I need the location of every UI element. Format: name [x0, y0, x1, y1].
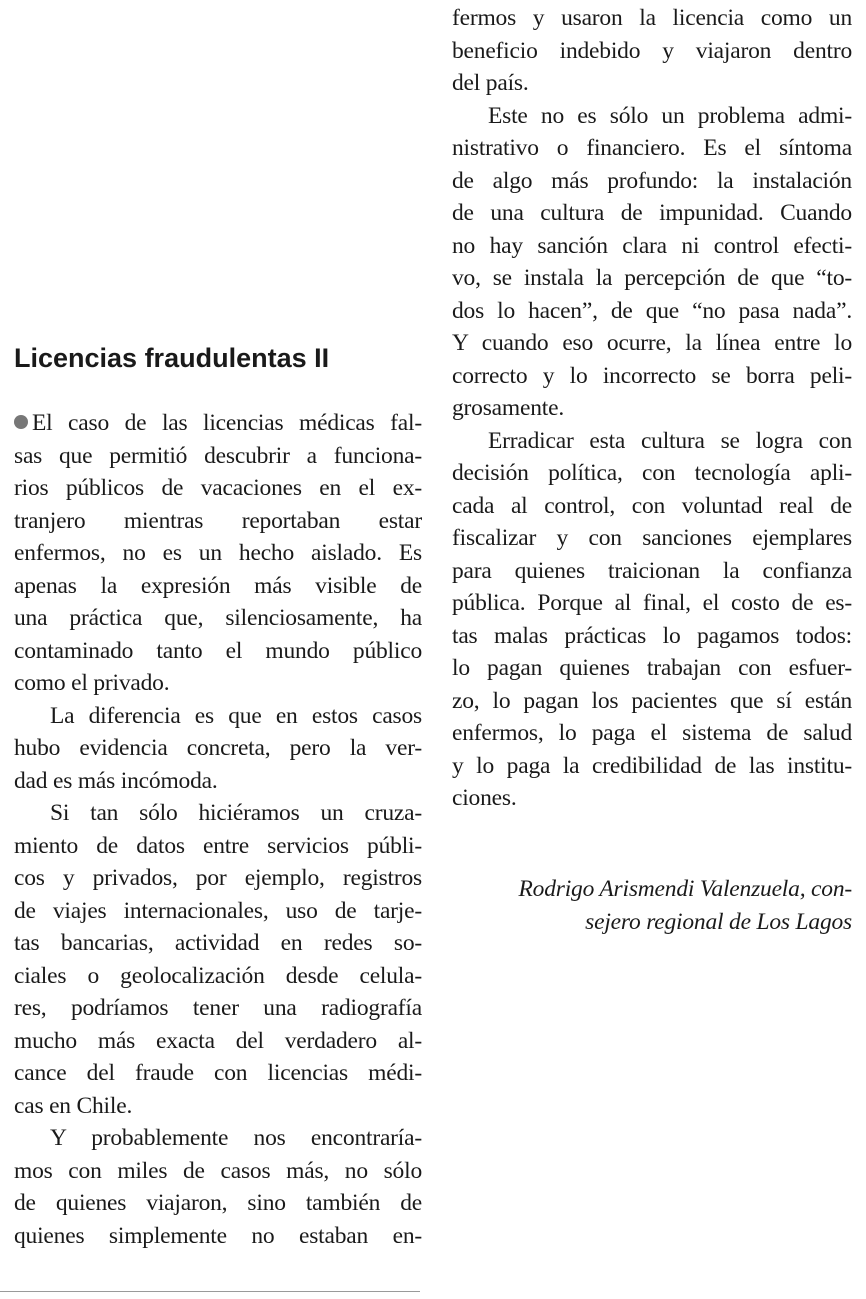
- text-line: mos con miles de casos más, no sólo: [14, 1157, 422, 1184]
- text-line: fermos y usaron la licencia como un: [452, 5, 852, 31]
- text-line: no hay sanción clara ni control efecti-: [452, 232, 852, 259]
- text-line: cada al control, con voluntad real de: [452, 492, 852, 519]
- text-line: Este no es sólo un problema admi-: [488, 102, 852, 129]
- article-left-column: [14, 407, 422, 1252]
- signature-line: sejero regional de Los Lagos: [585, 908, 852, 935]
- text-line: mucho más exacta del verdadero al-: [14, 1027, 422, 1054]
- text-line: para quienes traicionan la confianza: [452, 557, 852, 584]
- text-line: vo, se instala la percepción de que “to-: [452, 265, 852, 291]
- text-line: zo, lo pagan los pacientes que sí están: [452, 687, 852, 714]
- text-line: tas bancarias, actividad en redes so-: [14, 930, 422, 956]
- author-signature: [452, 873, 852, 938]
- text-line: correcto y lo incorrecto se borra peli-: [452, 362, 852, 389]
- bottom-divider: [0, 1291, 420, 1292]
- text-line: lo pagan quienes trabajan con esfuer-: [452, 655, 852, 681]
- text-line: Erradicar esta cultura se logra con: [488, 427, 852, 454]
- text-line: Si tan sólo hiciéramos un cruza-: [50, 800, 422, 826]
- text-line: cos y privados, por ejemplo, registros: [14, 865, 422, 891]
- text-line: cance del fraude con licencias médi-: [14, 1060, 422, 1086]
- text-line: de algo más profundo: la instalación: [452, 167, 852, 194]
- text-line: beneficio indebido y viajaron dentro: [452, 37, 852, 64]
- text-line: sas que permitió descubrir a funciona-: [14, 442, 422, 469]
- text-line: dos lo hacen”, de que “no pasa nada”.: [452, 297, 852, 324]
- text-line: dad es más incómoda.: [14, 767, 218, 794]
- text-line: El caso de las licencias médicas fal-: [14, 407, 422, 440]
- text-line: grosamente.: [452, 395, 564, 421]
- text-line: de viajes internacionales, uso de tarje-: [14, 897, 422, 924]
- text-line: quienes simplemente no estaban en-: [14, 1222, 422, 1249]
- text-line: tas malas prácticas lo pagamos todos:: [452, 622, 852, 649]
- text-line: pública. Porque al final, el costo de es-: [452, 590, 852, 616]
- article-headline: Licencias fraudulentas II: [14, 343, 330, 373]
- text-line: miento de datos entre servicios públi-: [14, 832, 422, 859]
- text-line: contaminado tanto el mundo público: [14, 637, 422, 664]
- article-right-column: [452, 2, 852, 815]
- text-line: ciales o geolocalización desde celula-: [14, 962, 422, 989]
- text-line: una práctica que, silenciosamente, ha: [14, 605, 422, 631]
- text-line: fiscalizar y con sanciones ejemplares: [452, 525, 852, 551]
- text-line: nistrativo o financiero. Es el síntoma: [452, 135, 852, 161]
- text-line: enfermos, lo paga el sistema de salud: [452, 720, 852, 746]
- text-line: cas en Chile.: [14, 1092, 133, 1119]
- text-line: Y cuando eso ocurre, la línea entre lo: [452, 330, 852, 356]
- text-line: como el privado.: [14, 670, 170, 696]
- text-line: rios públicos de vacaciones en el ex-: [14, 475, 422, 501]
- text-line: decisión política, con tecnología apli-: [452, 460, 852, 486]
- text-line: de una cultura de impunidad. Cuando: [452, 200, 852, 226]
- text-line: y lo paga la credibilidad de las institu-: [452, 752, 852, 779]
- text-line: La diferencia es que en estos casos: [50, 702, 422, 729]
- text-line: del país.: [452, 70, 529, 96]
- bullet-dot-icon: [14, 415, 28, 429]
- text-line: hubo evidencia concreta, pero la ver-: [14, 735, 422, 761]
- text-line: res, podríamos tener una radiografía: [14, 995, 422, 1021]
- text-line: apenas la expresión más visible de: [14, 572, 422, 599]
- text-line: enfermos, no es un hecho aislado. Es: [14, 540, 422, 566]
- text-line: Y probablemente nos encontraría-: [50, 1125, 422, 1151]
- text-line: ciones.: [452, 785, 517, 811]
- text-line: de quienes viajaron, sino también de: [14, 1190, 422, 1216]
- signature-line: Rodrigo Arismendi Valenzuela, con-: [518, 876, 852, 902]
- text-line: tranjero mientras reportaban estar: [14, 507, 422, 534]
